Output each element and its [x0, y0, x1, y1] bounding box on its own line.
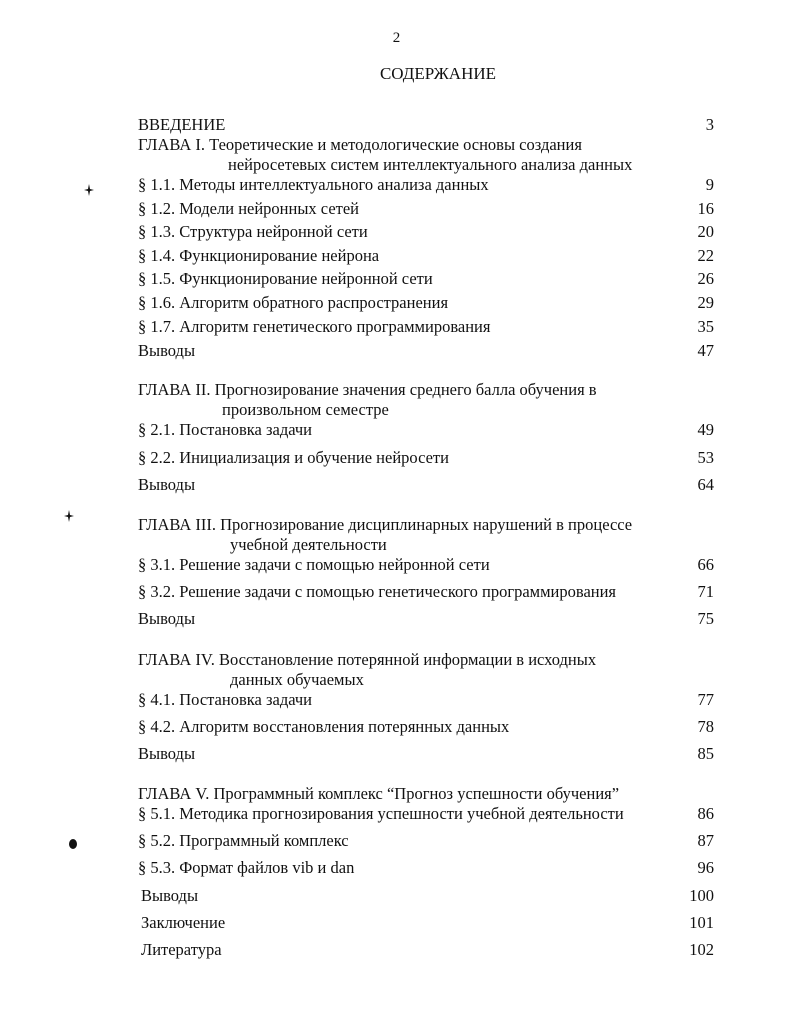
margin-mark-icon — [64, 510, 74, 522]
page-title: СОДЕРЖАНИЕ — [379, 64, 497, 83]
chapter-heading-continuation: учебной деятельности — [230, 535, 387, 554]
toc-entry-page: 3 — [705, 115, 714, 134]
margin-mark-icon — [84, 184, 94, 196]
chapter-heading-continuation: нейросетевых систем интеллектуального анализа данных — [228, 155, 633, 174]
margin-mark-icon — [68, 838, 78, 850]
chapter-heading-continuation: данных обучаемых — [230, 670, 364, 689]
toc-entry-text: ВВЕДЕНИЕ — [138, 115, 226, 134]
chapter-heading-continuation: произвольном семестре — [222, 400, 389, 419]
page-number: 2 — [392, 30, 401, 46]
